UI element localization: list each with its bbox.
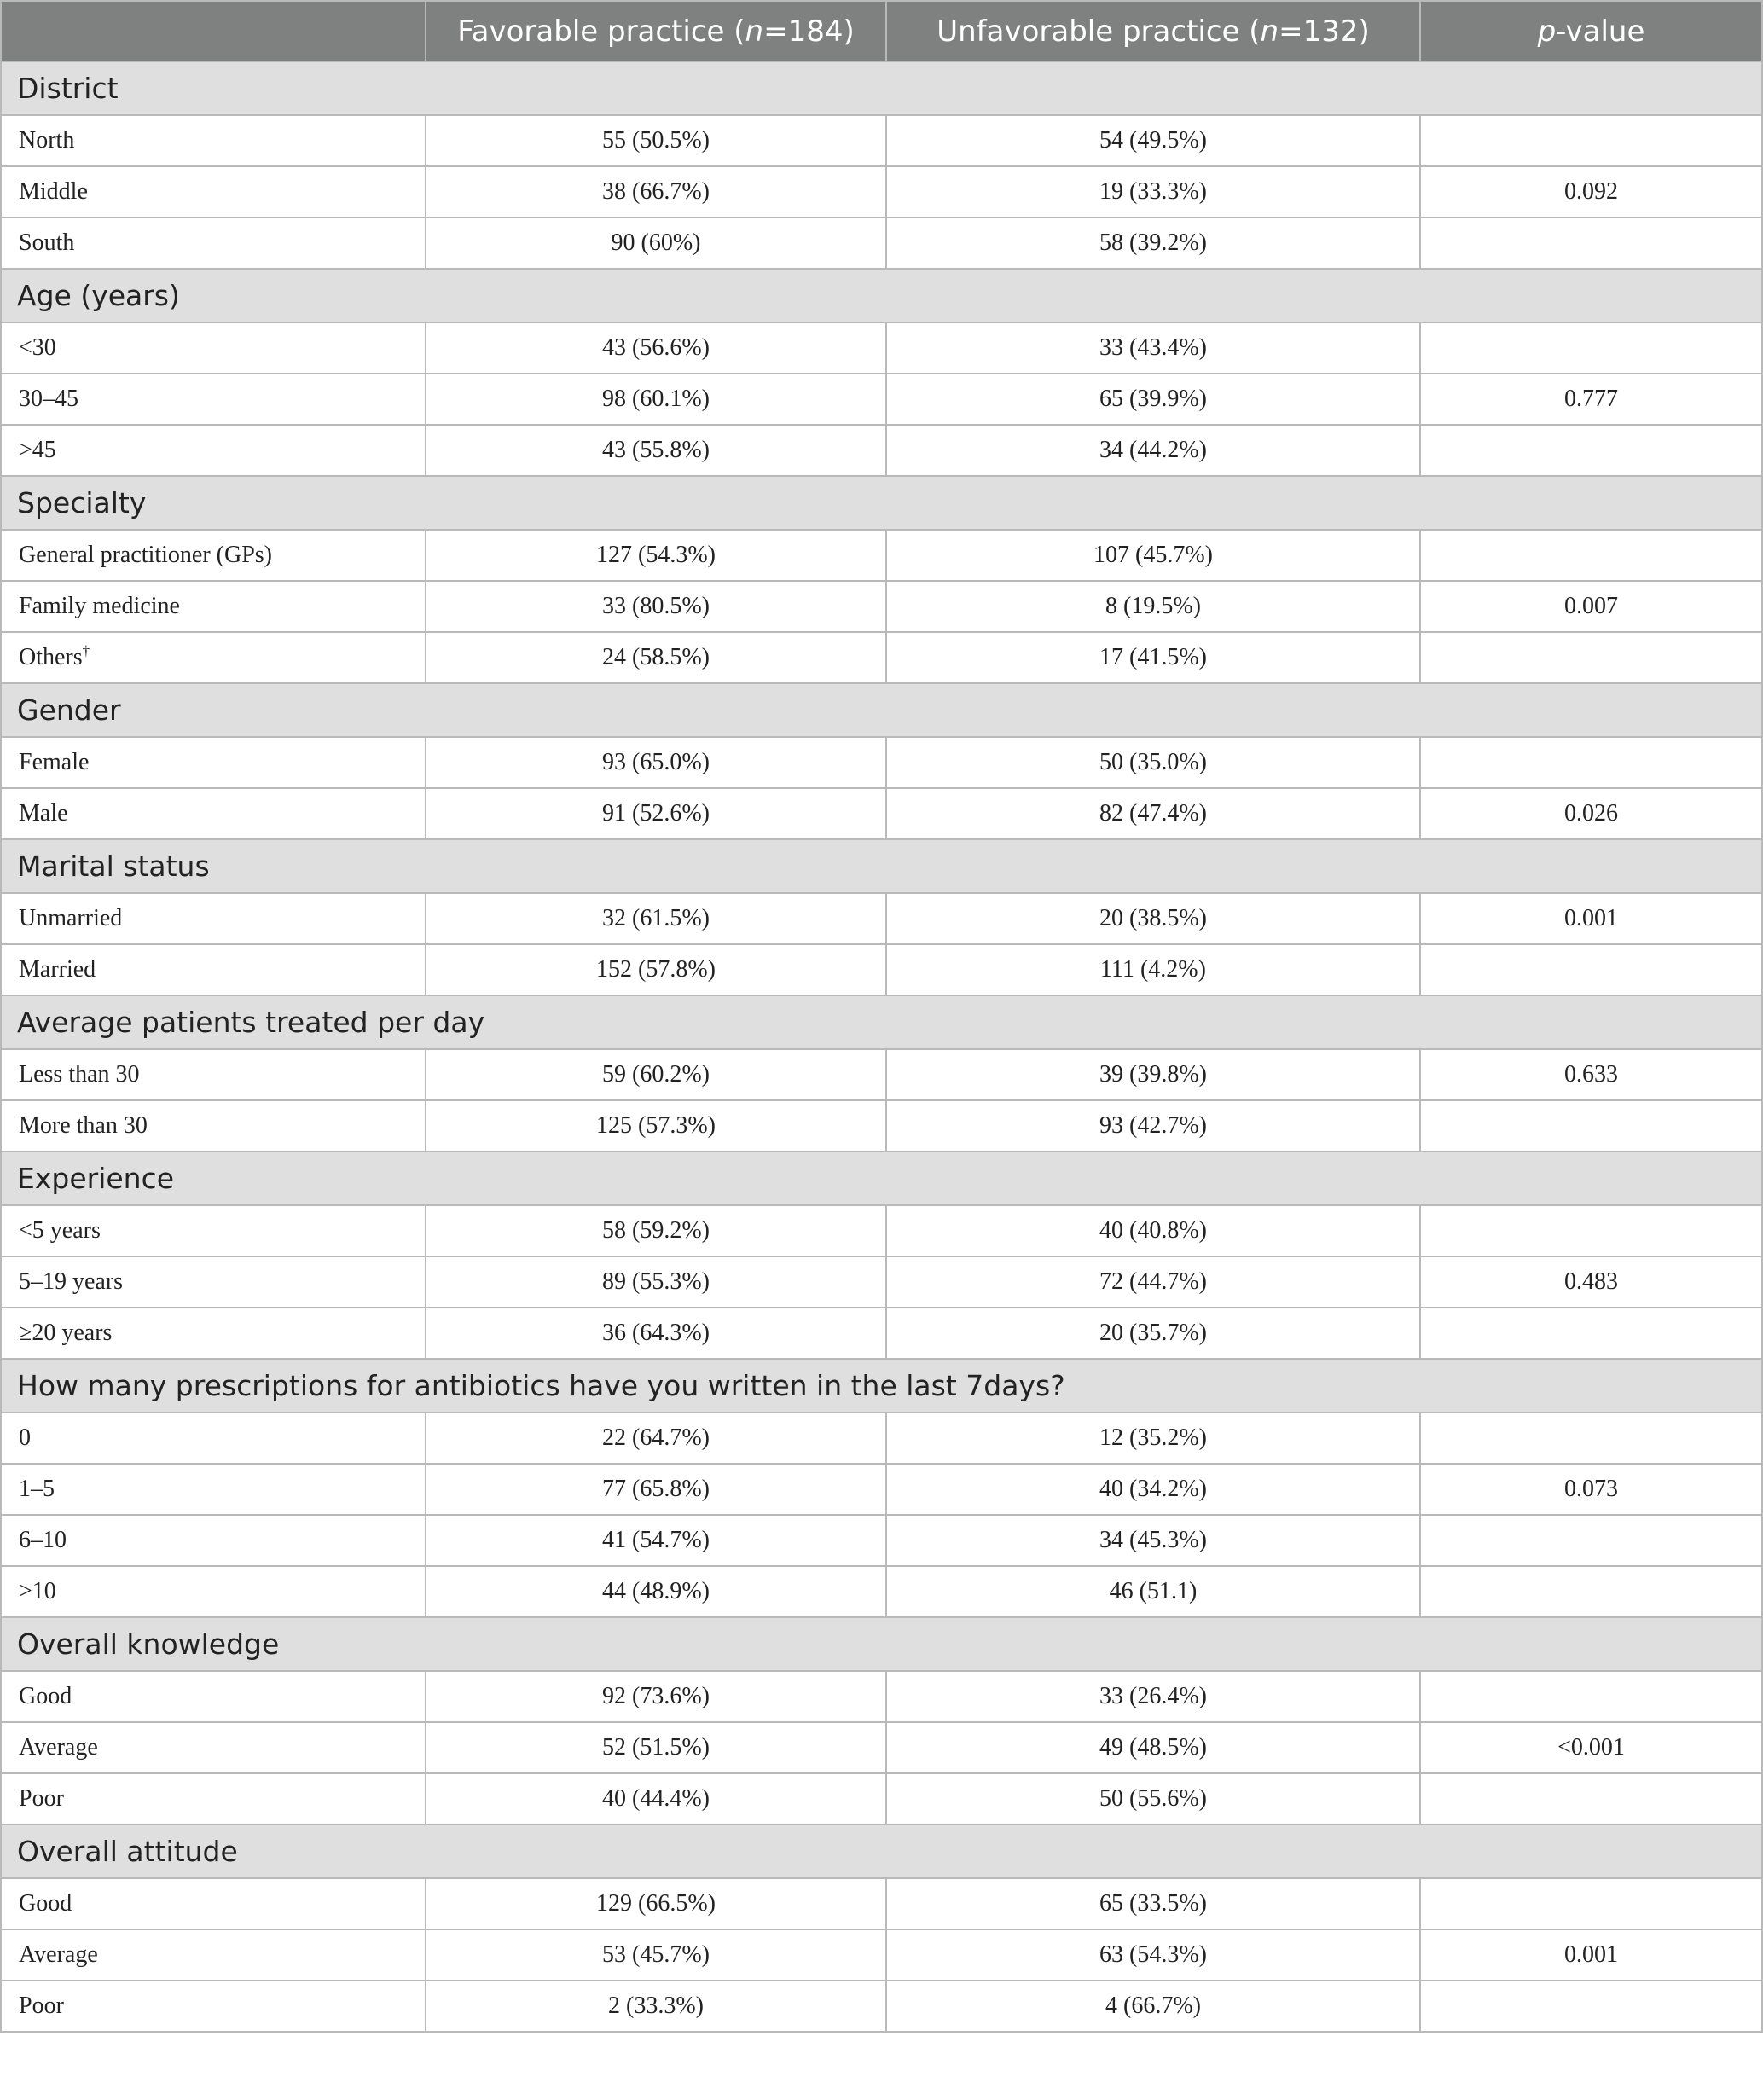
pvalue-cell (1420, 737, 1762, 788)
unfavorable-cell: 82 (47.4%) (886, 788, 1420, 839)
favorable-cell: 40 (44.4%) (426, 1773, 886, 1824)
row-label-text: 30–45 (19, 386, 78, 412)
pvalue-cell (1420, 944, 1762, 995)
favorable-cell: 22 (64.7%) (426, 1413, 886, 1464)
unfavorable-cell: 50 (55.6%) (886, 1773, 1420, 1824)
unfavorable-cell: 40 (40.8%) (886, 1205, 1420, 1256)
unfavorable-cell: 34 (44.2%) (886, 425, 1420, 476)
pvalue-cell (1420, 425, 1762, 476)
favorable-cell: 127 (54.3%) (426, 530, 886, 581)
pvalue-cell (1420, 1205, 1762, 1256)
row-label (1, 1722, 426, 1773)
unfavorable-cell: 33 (43.4%) (886, 322, 1420, 374)
row-label (1, 1049, 426, 1100)
favorable-cell: 43 (55.8%) (426, 425, 886, 476)
section-header (1, 839, 1762, 893)
row-label-text: Unmarried (19, 905, 123, 931)
table-row (1, 1722, 1762, 1773)
unfavorable-cell: 4 (66.7%) (886, 1981, 1420, 2032)
unfavorable-cell: 40 (34.2%) (886, 1464, 1420, 1515)
pvalue-cell: 0.073 (1420, 1464, 1762, 1515)
row-label (1, 115, 426, 166)
unfavorable-cell: 46 (51.1) (886, 1566, 1420, 1617)
section-header (1, 683, 1762, 737)
favorable-cell: 52 (51.5%) (426, 1722, 886, 1773)
favorable-cell: 152 (57.8%) (426, 944, 886, 995)
pvalue-cell (1420, 1878, 1762, 1929)
row-label (1, 218, 426, 269)
section-title: Experience (1, 1152, 1762, 1205)
row-label (1, 1413, 426, 1464)
row-label (1, 1308, 426, 1359)
pvalue-cell (1420, 115, 1762, 166)
row-label (1, 530, 426, 581)
row-label-text: <30 (19, 334, 56, 361)
favorable-cell: 32 (61.5%) (426, 893, 886, 944)
unfavorable-cell: 20 (35.7%) (886, 1308, 1420, 1359)
favorable-cell: 129 (66.5%) (426, 1878, 886, 1929)
row-label (1, 1256, 426, 1308)
pvalue-cell: <0.001 (1420, 1722, 1762, 1773)
table-row (1, 944, 1762, 995)
unfavorable-cell: 111 (4.2%) (886, 944, 1420, 995)
table-row (1, 893, 1762, 944)
row-label (1, 944, 426, 995)
pvalue-cell: 0.777 (1420, 374, 1762, 425)
row-label-text: Male (19, 800, 68, 827)
pvalue-cell (1420, 218, 1762, 269)
favorable-cell: 33 (80.5%) (426, 581, 886, 632)
unfavorable-cell: 19 (33.3%) (886, 166, 1420, 218)
unfavorable-cell: 20 (38.5%) (886, 893, 1420, 944)
row-label (1, 893, 426, 944)
unfavorable-cell: 58 (39.2%) (886, 218, 1420, 269)
table-row (1, 788, 1762, 839)
pvalue-cell (1420, 1308, 1762, 1359)
favorable-cell: 2 (33.3%) (426, 1981, 886, 2032)
footnote-mark: † (82, 642, 90, 659)
table-row (1, 425, 1762, 476)
row-label-text: Average (19, 1941, 98, 1968)
unfavorable-cell: 50 (35.0%) (886, 737, 1420, 788)
table-row (1, 581, 1762, 632)
row-label (1, 166, 426, 218)
favorable-cell: 98 (60.1%) (426, 374, 886, 425)
row-label-text: North (19, 127, 75, 154)
row-label (1, 581, 426, 632)
row-label (1, 1515, 426, 1566)
row-label (1, 737, 426, 788)
header-row (1, 1, 1762, 61)
pvalue-cell (1420, 530, 1762, 581)
unfavorable-cell: 54 (49.5%) (886, 115, 1420, 166)
row-label-text: Family medicine (19, 593, 180, 619)
unfavorable-cell: 34 (45.3%) (886, 1515, 1420, 1566)
favorable-cell: 38 (66.7%) (426, 166, 886, 218)
table-row (1, 166, 1762, 218)
unfavorable-cell: 17 (41.5%) (886, 632, 1420, 683)
row-label-text: >45 (19, 437, 56, 463)
table-row (1, 530, 1762, 581)
favorable-cell: 59 (60.2%) (426, 1049, 886, 1100)
header-favorable: Favorable practice (n=184) (426, 1, 886, 61)
table-row (1, 1464, 1762, 1515)
unfavorable-cell: 72 (44.7%) (886, 1256, 1420, 1308)
row-label (1, 1929, 426, 1981)
table-row (1, 1671, 1762, 1722)
table-row (1, 1773, 1762, 1824)
pvalue-cell (1420, 1515, 1762, 1566)
row-label-text: Married (19, 956, 96, 983)
favorable-cell: 41 (54.7%) (426, 1515, 886, 1566)
unfavorable-cell: 93 (42.7%) (886, 1100, 1420, 1152)
row-label-text: <5 years (19, 1217, 101, 1244)
pvalue-cell: 0.001 (1420, 893, 1762, 944)
table-row (1, 1981, 1762, 2032)
section-title: Marital status (1, 839, 1762, 893)
table-row (1, 1878, 1762, 1929)
row-label (1, 1671, 426, 1722)
unfavorable-cell: 8 (19.5%) (886, 581, 1420, 632)
pvalue-cell (1420, 1981, 1762, 2032)
section-title: Average patients treated per day (1, 995, 1762, 1049)
favorable-cell: 92 (73.6%) (426, 1671, 886, 1722)
row-label (1, 1773, 426, 1824)
row-label (1, 1100, 426, 1152)
header-unfavorable: Unfavorable practice (n=132) (886, 1, 1420, 61)
section-header (1, 476, 1762, 530)
favorable-cell: 36 (64.3%) (426, 1308, 886, 1359)
row-label-text: 1–5 (19, 1476, 55, 1502)
favorable-cell: 24 (58.5%) (426, 632, 886, 683)
table-row (1, 115, 1762, 166)
table-row (1, 1308, 1762, 1359)
unfavorable-cell: 33 (26.4%) (886, 1671, 1420, 1722)
pvalue-cell (1420, 632, 1762, 683)
table-row (1, 1566, 1762, 1617)
unfavorable-cell: 49 (48.5%) (886, 1722, 1420, 1773)
row-label-text: Poor (19, 1785, 64, 1812)
favorable-cell: 55 (50.5%) (426, 115, 886, 166)
row-label-text: General practitioner (GPs) (19, 542, 272, 568)
section-header (1, 61, 1762, 115)
pvalue-cell (1420, 1566, 1762, 1617)
row-label (1, 1205, 426, 1256)
row-label-text: Poor (19, 1993, 64, 2019)
row-label-text: Average (19, 1734, 98, 1761)
section-header (1, 1824, 1762, 1878)
section-title: How many prescriptions for antibiotics have you written in the last 7days? (1, 1359, 1762, 1413)
pvalue-cell: 0.633 (1420, 1049, 1762, 1100)
section-header (1, 1359, 1762, 1413)
section-title: District (1, 61, 1762, 115)
row-label (1, 374, 426, 425)
favorable-cell: 77 (65.8%) (426, 1464, 886, 1515)
section-title: Specialty (1, 476, 1762, 530)
header-pvalue: p-value (1420, 1, 1762, 61)
section-title: Age (years) (1, 269, 1762, 322)
section-header (1, 995, 1762, 1049)
pvalue-cell: 0.007 (1420, 581, 1762, 632)
row-label (1, 322, 426, 374)
row-label (1, 788, 426, 839)
row-label-text: Less than 30 (19, 1061, 140, 1088)
row-label-text: Middle (19, 178, 88, 205)
table-row (1, 1256, 1762, 1308)
table-row (1, 1049, 1762, 1100)
table-row (1, 1205, 1762, 1256)
unfavorable-cell: 65 (39.9%) (886, 374, 1420, 425)
section-header (1, 1617, 1762, 1671)
row-label (1, 1566, 426, 1617)
favorable-cell: 89 (55.3%) (426, 1256, 886, 1308)
favorable-cell: 53 (45.7%) (426, 1929, 886, 1981)
favorable-cell: 125 (57.3%) (426, 1100, 886, 1152)
table-row (1, 1515, 1762, 1566)
row-label-text: Female (19, 749, 90, 775)
table-row (1, 374, 1762, 425)
row-label (1, 1464, 426, 1515)
pvalue-cell (1420, 1100, 1762, 1152)
row-label-text: >10 (19, 1578, 56, 1604)
table-row (1, 218, 1762, 269)
row-label (1, 425, 426, 476)
favorable-cell: 43 (56.6%) (426, 322, 886, 374)
favorable-cell: 44 (48.9%) (426, 1566, 886, 1617)
row-label-text: South (19, 229, 75, 256)
pvalue-cell: 0.026 (1420, 788, 1762, 839)
row-label-text: Good (19, 1683, 72, 1709)
row-label-text: Good (19, 1890, 72, 1917)
row-label-text: More than 30 (19, 1112, 148, 1139)
section-title: Overall attitude (1, 1824, 1762, 1878)
row-label-text: Others (19, 644, 83, 670)
table-row (1, 737, 1762, 788)
header-variable (1, 1, 426, 61)
pvalue-cell: 0.001 (1420, 1929, 1762, 1981)
favorable-cell: 90 (60%) (426, 218, 886, 269)
pvalue-cell: 0.092 (1420, 166, 1762, 218)
section-title: Gender (1, 683, 1762, 737)
row-label (1, 1981, 426, 2032)
section-header (1, 1152, 1762, 1205)
unfavorable-cell: 12 (35.2%) (886, 1413, 1420, 1464)
row-label (1, 632, 426, 683)
pvalue-cell (1420, 1413, 1762, 1464)
table-row (1, 1929, 1762, 1981)
row-label (1, 1878, 426, 1929)
pvalue-cell (1420, 1773, 1762, 1824)
table-row (1, 1413, 1762, 1464)
unfavorable-cell: 63 (54.3%) (886, 1929, 1420, 1981)
favorable-cell: 91 (52.6%) (426, 788, 886, 839)
table-row (1, 1100, 1762, 1152)
row-label-text: 6–10 (19, 1527, 67, 1553)
unfavorable-cell: 65 (33.5%) (886, 1878, 1420, 1929)
row-label-text: 5–19 years (19, 1268, 124, 1295)
section-title: Overall knowledge (1, 1617, 1762, 1671)
favorable-cell: 58 (59.2%) (426, 1205, 886, 1256)
section-header (1, 269, 1762, 322)
pvalue-cell (1420, 1671, 1762, 1722)
unfavorable-cell: 107 (45.7%) (886, 530, 1420, 581)
table-row (1, 632, 1762, 683)
row-label-text: ≥20 years (19, 1320, 113, 1346)
unfavorable-cell: 39 (39.8%) (886, 1049, 1420, 1100)
row-label-text: 0 (19, 1424, 31, 1451)
pvalue-cell (1420, 322, 1762, 374)
table-row (1, 322, 1762, 374)
pvalue-cell: 0.483 (1420, 1256, 1762, 1308)
favorable-cell: 93 (65.0%) (426, 737, 886, 788)
